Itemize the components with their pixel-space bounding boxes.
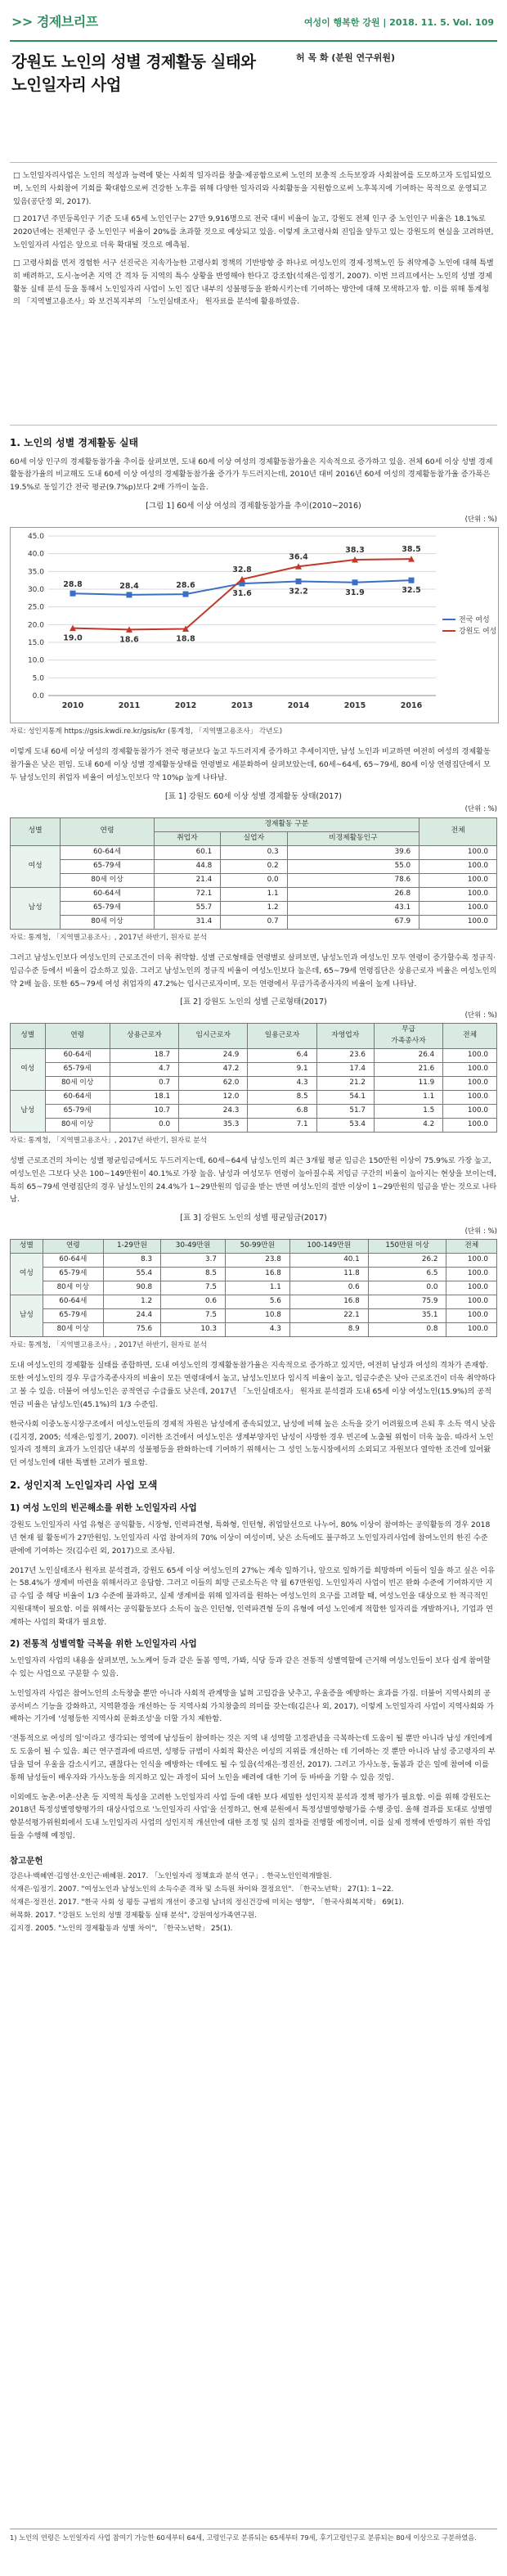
chart-svg: [11, 528, 498, 723]
paragraph: 그러고 남성노인보다 여성노인의 근로조건이 더욱 취약함. 성별 근로형태를 연령별로 살펴보면, 남성노인과 여성노인 모두 연령이 증가할수록 정규직·임금수준 등에서 비율이 감소하고 있음. 그러고 남성노인의 정규직 비율이 여성노인보다 높은데, 65~79세 연령집단은 상용근로자 비율은 여성노인의 약 2배 높음. 또한 65~79세 여성 취업자의 47.2%는 임시근로자이며, 모든 연령에서 무급가족종사자의 비율이 높게 나타남.: [10, 952, 497, 989]
table-cell: 40.1: [289, 1254, 368, 1268]
table-unit: (단위 : %): [464, 1227, 497, 1236]
table-cell: 4.3: [248, 1076, 316, 1090]
table-cell: 100.0: [446, 1281, 497, 1295]
table-header-cell: 경제활동 구분: [154, 817, 420, 831]
table-unit: (단위 : %): [464, 1011, 497, 1020]
table-cell: 53.4: [316, 1118, 374, 1132]
line-chart: [10, 527, 499, 723]
table-cell: 0.8: [368, 1323, 446, 1337]
data-label: 28.6: [176, 581, 195, 591]
table-cell: 54.1: [316, 1090, 374, 1104]
y-tick-label: 45.0: [27, 532, 44, 541]
y-tick-label: 25.0: [27, 603, 44, 612]
y-tick-label: 30.0: [27, 585, 44, 594]
table-cell: 44.8: [154, 859, 221, 873]
title-line-2: 노인일자리 사업: [11, 74, 121, 94]
summary-item: □ 2017년 주민등록인구 기준 도내 65세 노인인구는 27만 9,916명으로 전국 대비 비율이 높고, 강원도 전체 인구 중 노인인구 비율은 18.1%로 2020년에는 전체인구 중 노인인구 비율이 20%를 초과할 것으로 예상되고 있음. 이렇게 초고령사회 진입을 앞두고 있는 강원도의 현실을 고려하면, 노인일자리 사업은 앞으로 더욱 확대될 것으로 예측됨.: [13, 214, 494, 250]
table-cell: 7.5: [161, 1281, 226, 1295]
table-cell: 26.8: [287, 887, 420, 901]
table-cell: 65-79세: [61, 859, 154, 873]
y-tick-label: 40.0: [27, 550, 44, 559]
table-cell: 21.2: [316, 1076, 374, 1090]
table-cell: 3.7: [161, 1254, 226, 1268]
data-label: 18.8: [176, 634, 195, 644]
table-cell: 55.4: [103, 1268, 160, 1281]
paragraph: 성별 근로조건의 차이는 성별 평균임금에서도 두드러지는데, 60세~64세 남성노인의 최근 3개월 평균 임금은 150만원 이상이 75.9%로 가장 높고, 여성노인은 그보다 낮은 100~149만원이 40.1%로 가장 높음. 남성과 여성모두 연령이 높아질수록 저임금 구간의 비율이 높아지는 현상을 보이는데, 특히 65~79세 연령집단의 경우 남성노인의 24.4%가 1~29만원의 임금을 받는 반면 여성노인의 절반 이상이 1~29만원의 임금을 받는 것으로 나타남.: [10, 1155, 497, 1205]
table-header-cell: 성별: [11, 1024, 46, 1048]
data-label: 32.2: [289, 587, 308, 597]
data-point: [352, 579, 358, 585]
table-cell: 0.3: [221, 845, 287, 859]
table-cell: 1.2: [221, 901, 287, 915]
table-cell: 24.9: [179, 1048, 248, 1062]
table-group-cell: 남성: [11, 1295, 43, 1337]
data-label: 32.5: [402, 586, 421, 596]
paragraph: 노인일자리 사업은 참여노인의 소득창출 뿐만 아니라 사회적 관계망을 넓혀 고립감을 낮추고, 우울증을 예방하는 효과를 가짐. 더불어 지역사회의 공공서비스 기능을 강화하고, 지역환경을 개선하는 등 지역사회 가치창출의 의미를 갖는데(김은나 외, 2017), 이렇게 노인일자리 사업이 지역사회와 가배하는 기가에 '성평등한 지역사회 문화조성'을 더할 가치 제한함.: [10, 1688, 494, 1724]
table-header-cell: 비경제활동인구: [287, 831, 420, 845]
data-label: 38.5: [402, 545, 421, 555]
table-cell: 55.0: [287, 859, 420, 873]
table-cell: 65-79세: [61, 901, 154, 915]
table-header-cell: 성별: [11, 1240, 43, 1254]
y-tick-label: 5.0: [32, 674, 44, 683]
table-cell: 21.6: [374, 1062, 442, 1076]
table-cell: 24.3: [179, 1104, 248, 1118]
table-cell: 0.6: [289, 1281, 368, 1295]
paragraph: 강원도 노인일자리 사업 유형은 공익활동, 시장형, 인력파견형, 특화형, 인턴형, 취업알선으로 나누어, 80% 이상이 참여하는 공익활동의 경우 2018년 현재 월 활동비가 27만원임. 노인일자리 사업 참여자의 70% 이상이 여성이며, 낮은 소득에도 불구하고 노인일자리사업에 참여노인의 한진 수준 판에에 기여하는 것(김수린 외, 2017)으로 조사됨.: [10, 1520, 491, 1556]
section-heading: 2. 성인지적 노인일자리 사업 모색: [10, 1479, 158, 1492]
table-cell: 31.4: [154, 915, 221, 929]
table-row: [11, 859, 497, 873]
table-cell: 11.8: [289, 1268, 368, 1281]
table-header-cell: 취업자: [154, 831, 221, 845]
reference-item: 강은나·백혜연·김영선·오인근·배혜원. 2017. 「노인일자리 정책효과 분석 연구」. 한국노인인력개발원.: [10, 1872, 332, 1881]
table-cell: 7.5: [161, 1309, 226, 1323]
data-label: 18.6: [119, 635, 139, 645]
table-cell: 8.3: [103, 1254, 160, 1268]
table-cell: 100.0: [446, 1323, 497, 1337]
table-cell: 100.0: [443, 1048, 497, 1062]
footnote: 1) 노인의 연령은 노인일자리 사업 참여기 가능한 60세부터 64세, 고령인구로 분류되는 65세부터 79세, 후기고령인구로 분류되는 80세 이상으로 구분하였음.: [10, 2529, 497, 2543]
table-header-cell: 실업자: [221, 831, 287, 845]
table-caption: [표 1] 강원도 60세 이상 성별 경제활동 상태(2017): [165, 791, 342, 801]
x-tick-label: 2016: [400, 700, 423, 710]
table-cell: 100.0: [443, 1076, 497, 1090]
author: 허 목 화 (분원 연구위원): [296, 52, 396, 63]
x-tick-label: 2011: [118, 700, 141, 710]
reference-item: 허목화. 2017. "강원도 노인의 성별 경제활동 실태 분석", 강원여성가족연구원.: [10, 1912, 257, 1921]
table-cell: 18.1: [110, 1090, 178, 1104]
table-unit: (단위 : %): [464, 805, 497, 814]
data-point: [296, 579, 302, 584]
table-cell: 65-79세: [43, 1309, 103, 1323]
summary-box: [10, 162, 497, 426]
table-cell: 1.5: [374, 1104, 442, 1118]
data-point: [409, 578, 415, 583]
summary-item: □ 고령사회를 먼저 경험한 서구 선진국은 지속가능한 고령사회 정책의 기반방향 중 하나로 여성노인의 경제·정책노인 등 취약계층 노인에 대해 특별히 배려하고, 도시·농어촌 지역 간 격차 등 지역의 특수 상황을 반영해야 한다고 강조함(석재은·임정기, 2007). 이번 브리프에서는 노인의 성별 경제활동 실태 분석 등을 통해서 노인일자리 사업이 노인 집단 내부의 성불평등을 완화시키는데 기여하는 방안에 대해 모색하고자 함. 이를 위해 통계청의 「지역별고용조사」와 보건복지부의 「노인실태조사」 원자료를 분석에 활용하였음.: [13, 258, 494, 307]
table-row: [11, 1323, 497, 1337]
table-cell: 35.1: [368, 1309, 446, 1323]
table-cell: 80세 이상: [43, 1323, 103, 1337]
table-economic-status: [10, 817, 497, 930]
issue-info: 여성이 행복한 강원 | 2018. 11. 5. Vol. 109: [303, 17, 494, 28]
table-row: [11, 901, 497, 915]
table-cell: 21.4: [154, 873, 221, 887]
paragraph: '전통적으로 여성의 일'이라고 생각되는 영역에 남성들이 참여하는 것은 지역 내 성역할 고정관념을 극복하는데 도움이 될 뿐만 아니라 남성 개인에게도 도움이 될 수 있음. 최근 연구결과에 따르면, 성평등 규범이 사회적 확산은 여성의 지위를 개선하는 데 기여하는 것 뿐만 아니라 남성 중고령자의 부담을 덜어 우울을 감소시키고, 괜찮다는 인식을 예방하는 데에도 될 수 있음(석재은·정진선, 2017). 그러고 가사노동, 돌봄과 같은 일에 참여에 이를 통해 남성들이 배우자와 가사노동을 의지하고 있는 과정이 되어 노인을 배려에 대한 기여 등 바바을 기할 수 있음 것임.: [10, 1734, 496, 1782]
y-tick-label: 20.0: [27, 621, 44, 630]
table-cell: 75.9: [368, 1295, 446, 1309]
table-caption: [표 3] 강원도 노인의 성별 평균임금(2017): [180, 1214, 327, 1223]
reference-item: 석재은·정진선. 2017. "한국 사회 성 평등 규범의 개선이 중고령 남녀의 정신건강에 미치는 영향", 「한국사회복지학」 69(1).: [10, 1898, 404, 1907]
table-caption: [표 2] 강원도 노인의 성별 근로형태(2017): [180, 998, 327, 1007]
table-cell: 9.1: [248, 1062, 316, 1076]
table-cell: 51.7: [316, 1104, 374, 1118]
table-cell: 65-79세: [43, 1268, 103, 1281]
table-cell: 1.2: [103, 1295, 160, 1309]
table-cell: 12.0: [179, 1090, 248, 1104]
references-heading: 참고문헌: [10, 1855, 43, 1866]
table-cell: 75.6: [103, 1323, 160, 1337]
table-header-cell: 30-49만원: [161, 1240, 226, 1254]
table-cell: 0.2: [221, 859, 287, 873]
table-cell: 17.4: [316, 1062, 374, 1076]
table-cell: 100.0: [443, 1062, 497, 1076]
table-cell: 100.0: [420, 901, 497, 915]
title-block: [11, 51, 496, 149]
table-cell: 8.5: [161, 1268, 226, 1281]
table-cell: 35.3: [179, 1118, 248, 1132]
table-header-cell: 전체: [446, 1240, 497, 1254]
table-cell: 1.1: [225, 1281, 289, 1295]
data-label: 36.4: [289, 552, 308, 562]
table-group-cell: 여성: [11, 1254, 43, 1295]
table-cell: 100.0: [446, 1309, 497, 1323]
table-row: [11, 1118, 497, 1132]
table-cell: 100.0: [443, 1118, 497, 1132]
table-cell: 8.5: [248, 1090, 316, 1104]
paragraph: 2017년 노인실태조사 원자료 분석결과, 강원도 65세 이상 여성노인의 27%는 계속 일하기나, 앞으로 일하기를 희망하며 이들이 일을 하고 싶은 이유는 58.4%가 생계비 마련을 위해서라고 응답함. 그러고 이들의 희망 근로소득은 약 월 67만원임. 노인일자리 사업이 빈곤 완화 수준에 기여하지만 지금 수입 중 해당 비율이 1/3 수준에 불과하고, 실제 생계비를 위해 일자리를 원하는 여성노인의 요구를 고려할 때, 여성노인을 대상으로 한 적극적인 지원대책이 필요함. 이를 위해서는 공익활동보다 소득이 높은 인턴형, 인력파견형 등의 유형에 여성 노인에게 적합한 일자리를 개발하거나, 기업과 연계하는 사업의 확대가 필요함.: [10, 1565, 496, 1627]
legend-label: 전국 여성: [459, 615, 490, 624]
legend-label: 강원도 여성: [459, 627, 497, 636]
table-cell: 6.5: [368, 1268, 446, 1281]
table-cell: 80세 이상: [45, 1076, 110, 1090]
table-cell: 100.0: [446, 1268, 497, 1281]
y-tick-label: 35.0: [27, 568, 44, 577]
paragraph: 노인일자리 사업의 내용을 살펴보면, 노노케어 등과 같은 돌봄 영역, 가봐, 식당 등과 같은 전통적 성별역할에 근거해 여성노인들이 보다 쉽게 참여할 수 있는 사업으로 구분할 수 있음.: [10, 1656, 491, 1678]
table-cell: 72.1: [154, 887, 221, 901]
header-divider: [10, 40, 497, 42]
table-cell: 16.8: [225, 1268, 289, 1281]
body: [10, 427, 497, 1936]
table-cell: 90.8: [103, 1281, 160, 1295]
table-row: [11, 1281, 497, 1295]
table-row: [11, 1062, 497, 1076]
table-cell: 16.8: [289, 1295, 368, 1309]
subsection-heading: 2) 전통적 성별역할 극복을 위한 노인일자리 사업: [10, 1638, 197, 1649]
table-cell: 4.3: [225, 1323, 289, 1337]
page-title: [11, 51, 496, 96]
x-tick-label: 2010: [61, 700, 84, 710]
table-cell: 60-64세: [43, 1295, 103, 1309]
table-source: 자료: 통계청, 「지역별고용조사」, 2017년 하반기, 원자료 분석: [10, 933, 207, 942]
y-tick-label: 0.0: [32, 691, 44, 700]
table-row: [11, 1309, 497, 1323]
table-cell: 23.8: [225, 1254, 289, 1268]
table-cell: 7.1: [248, 1118, 316, 1132]
table-cell: 10.8: [225, 1309, 289, 1323]
data-label: 28.4: [119, 581, 139, 591]
table-cell: 4.7: [110, 1062, 178, 1076]
title-line-1: 강원도 노인의 성별 경제활동 실태와: [11, 52, 256, 71]
table-cell: 10.7: [110, 1104, 178, 1118]
data-label: 38.3: [345, 546, 365, 556]
data-label: 19.0: [63, 633, 83, 643]
table-cell: 100.0: [420, 887, 497, 901]
table-cell: 6.4: [248, 1048, 316, 1062]
table-header-cell: 연령: [61, 817, 154, 845]
table-source: 자료: 통계청, 「지역별고용조사」, 2017년 하반기, 원자료 분석: [10, 1341, 207, 1350]
table-cell: 80세 이상: [45, 1118, 110, 1132]
summary-item: □ 노인일자리사업은 노인의 적성과 능력에 맞는 사회적 일자리를 창출·제공함으로써 노인의 보충적 소득보장과 사회참여를 도모하고자 도입되었으며, 노인의 사회참여 기회를 확대함으로써 건강한 노후를 위해 다양한 일자리와 사회활동을 지원함으로써 노후복지에 기여하는 목적으로 운영되고 있음(공단정 외, 2017).: [13, 171, 491, 206]
table-cell: 43.1: [287, 901, 420, 915]
table-cell: 67.9: [287, 915, 420, 929]
data-point: [70, 591, 76, 597]
table-cell: 100.0: [446, 1295, 497, 1309]
table-cell: 80세 이상: [43, 1281, 103, 1295]
table-cell: 18.7: [110, 1048, 178, 1062]
paragraph: 60세 이상 인구의 경제활동참가율 추이를 살펴보면, 도내 60세 이상 여성의 경제활동참가율은 지속적으로 증가하고 있음. 전체 60세 이상 성별 경제활동참가율의 비교해도 도내 60세 이상 여성의 경제활동참가율 증가가 두드러지는데, 2010년 대비 2016년 60세 여성의 경제활동참가율 증가폭은 19.5%로 동일기간 전국 평균(9.7%p)보다 2배 가까이 높음.: [10, 457, 493, 493]
table-cell: 80세 이상: [61, 873, 154, 887]
data-label: 31.9: [345, 588, 365, 597]
x-tick-label: 2012: [174, 700, 197, 710]
table-cell: 100.0: [420, 859, 497, 873]
table-row: [11, 915, 497, 929]
table-row: [11, 887, 497, 901]
table-header-cell: 100-149만원: [289, 1240, 368, 1254]
table-cell: 8.9: [289, 1323, 368, 1337]
paragraph: 도내 여성노인의 경제활동 실태를 종합하면, 도내 여성노인의 경제활동참가율은 지속적으로 증가하고 있지만, 여전히 남성과 여성의 격차가 존재함. 또한 여성노인의 경우 무급가족종사자의 비율이 모든 연령대에서 높고, 남성노인보다 임시직 비율이 높고, 임금수준은 낮아 근로조건이 더욱 취약하다고 볼 수 있음. 더불어 여성노인은 공적연금 수급률도 낮은데, 2017년 「노인실태조사」 원자료 분석결과 도내 65세 이상 여성노인(15.9%)의 공적연금 비율은 남성노인(45.1%)의 1/3 수준임.: [10, 1361, 496, 1409]
table-header-cell: 임시근로자: [179, 1024, 248, 1048]
table-header-cell: 전체: [443, 1024, 497, 1048]
table-work-type: [10, 1023, 497, 1132]
table-cell: 5.6: [225, 1295, 289, 1309]
table-cell: 47.2: [179, 1062, 248, 1076]
table-row: [11, 1076, 497, 1090]
table-header-cell: 일용근로자: [248, 1024, 316, 1048]
table-row: [11, 1104, 497, 1118]
table-row: [11, 1295, 497, 1309]
header: [0, 0, 507, 46]
table-cell: 0.0: [221, 873, 287, 887]
table-header-cell: 150만원 이상: [368, 1240, 446, 1254]
table-header-cell: 연령: [45, 1024, 110, 1048]
table-header-cell: 성별: [11, 817, 61, 845]
table-group-cell: 남성: [11, 887, 61, 929]
table-cell: 100.0: [443, 1090, 497, 1104]
table-row: [11, 1254, 497, 1268]
table-cell: 1.1: [221, 887, 287, 901]
table-cell: 65-79세: [45, 1062, 110, 1076]
table-cell: 60-64세: [61, 887, 154, 901]
reference-item: 김지경. 2005. "노인의 경제활동과 성별 차이", 「한국노년학」 25(1).: [10, 1925, 233, 1934]
data-point: [183, 592, 189, 597]
table-header-cell: 연령: [43, 1240, 103, 1254]
x-tick-label: 2014: [287, 700, 310, 710]
table-cell: 0.6: [161, 1295, 226, 1309]
table-cell: 100.0: [420, 915, 497, 929]
table-cell: 55.7: [154, 901, 221, 915]
table-cell: 22.1: [289, 1309, 368, 1323]
table-cell: 0.7: [221, 915, 287, 929]
table-cell: 39.6: [287, 845, 420, 859]
data-label: 28.8: [63, 580, 83, 590]
table-cell: 100.0: [420, 845, 497, 859]
references-list: [10, 1871, 497, 1934]
figure-unit: (단위 : %): [464, 515, 497, 524]
table-header-cell: 자영업자: [316, 1024, 374, 1048]
table-cell: 0.0: [368, 1281, 446, 1295]
table-cell: 0.0: [110, 1118, 178, 1132]
table-header-cell: 무급 가족종사자: [374, 1024, 442, 1048]
table-cell: 23.6: [316, 1048, 374, 1062]
table-cell: 11.9: [374, 1076, 442, 1090]
x-tick-label: 2015: [343, 700, 366, 710]
table-row: [11, 1268, 497, 1281]
table-cell: 80세 이상: [61, 915, 154, 929]
table-cell: 4.2: [374, 1118, 442, 1132]
table-cell: 60.1: [154, 845, 221, 859]
table-cell: 1.1: [374, 1090, 442, 1104]
table-cell: 24.4: [103, 1309, 160, 1323]
data-label: 31.6: [232, 589, 252, 599]
table-cell: 0.7: [110, 1076, 178, 1090]
table-cell: 100.0: [446, 1254, 497, 1268]
table-cell: 60-64세: [45, 1048, 110, 1062]
table-header-cell: 상용근로자: [110, 1024, 178, 1048]
table-cell: 100.0: [420, 873, 497, 887]
table-source: 자료: 통계청, 「지역별고용조사」, 2017년 하반기, 원자료 분석: [10, 1136, 207, 1145]
table-cell: 78.6: [287, 873, 420, 887]
table-cell: 100.0: [443, 1104, 497, 1118]
figure-source: 자료: 성인지통계 https://gsis.kwdi.re.kr/gsis/kr (통계청, 「지역별고용조사」 각년도): [10, 727, 283, 736]
table-cell: 6.8: [248, 1104, 316, 1118]
table-cell: 60-64세: [45, 1090, 110, 1104]
section-heading: 1. 노인의 성별 경제활동 실태: [10, 437, 139, 448]
table-row: [11, 1090, 497, 1104]
table-row: [11, 1048, 497, 1062]
data-point: [127, 592, 132, 597]
table-header-cell: 1-29만원: [103, 1240, 160, 1254]
paragraph: 이외에도 농촌·어촌·산촌 등 지역적 특성을 고려한 노인일자리 사업 등에 대한 보다 세밀한 성인지적 분석과 정책 평가가 필요함. 이를 위해 강원도는 2018년 특정성별영향평가의 대상사업으로 '노인일자리 사업'을 선정하고, 현재 분원에서 특정성별영향평가를 수행 중임. 올해 결과를 토대로 성별영향분석평가위원회에서 도내 노인일자리 사업의 성인지적 개선안에 대한 조정 및 심의 절차를 진행할 예정이며, 이를 실제 정책에 반영하기 위한 작업들을 수행해 예정임.: [10, 1792, 492, 1841]
table-cell: 65-79세: [45, 1104, 110, 1118]
table-group-cell: 남성: [11, 1090, 46, 1132]
table-wage: [10, 1239, 497, 1337]
subsection-heading: 1) 여성 노인의 빈곤해소를 위한 노인일자리 사업: [10, 1502, 197, 1513]
table-header-cell: 전체: [420, 817, 497, 845]
table-cell: 62.0: [179, 1076, 248, 1090]
table-row: [11, 845, 497, 859]
reference-item: 석재은·임정기. 2007. "여성노인과 남성노인의 소득수준 격차 및 소득원 차이와 결정요인". 「한국노년학」 27(1): 1~22.: [10, 1885, 394, 1894]
table-row: [11, 873, 497, 887]
table-cell: 60-64세: [61, 845, 154, 859]
table-header-cell: 50-99만원: [225, 1240, 289, 1254]
y-tick-label: 10.0: [27, 656, 44, 665]
paragraph: 이렇게 도내 60세 이상 여성의 경제활동참가가 전국 평균보다 높고 두드러지게 증가하고 추세이지만, 남성 노인과 비교하면 여전히 여성의 경제활동참가율은 낮은 편임. 도내 60세 이상 성별 경제활동상태를 연령별로 세분화하여 살펴보았는데, 60세~64세, 65~79세, 80세 이상 연령집단에서 모두 남성노인의 취업자 비율이 여성노인보다 약 10%p 높게 나타남.: [10, 747, 491, 782]
table-cell: 26.4: [374, 1048, 442, 1062]
y-tick-label: 15.0: [27, 638, 44, 647]
table-cell: 10.3: [161, 1323, 226, 1337]
brand-label: >> 경제브리프: [11, 14, 98, 29]
figure-caption: [그림 1] 60세 이상 여성의 경제활동참가율 추이(2010~2016): [146, 502, 361, 511]
table-cell: 60-64세: [43, 1254, 103, 1268]
paragraph: 한국사회 이중노동시장구조에서 여성노인들의 경제적 자원은 남성에게 종속되었고, 남성에 비해 높은 소득을 갖기 어려웠으며 은퇴 후 소득 역시 낮음(김지경, 2005; 석재은·임정기, 2007). 이러한 조건에서 여성노인은 생계부양자인 남성이 사망한 경우 빈곤에 노출될 위험이 더욱 높음. 따라서 노인일자리 정책의 효과가 노인집단 내부의 성불평등을 완화하는데 기여하기 위해서는 그 성인 노동시장에서의 소외되고 자원보다 열악한 조건에 있어왔던 여성노인에 대한 특별한 고려가 필요함.: [10, 1419, 496, 1468]
table-cell: 26.2: [368, 1254, 446, 1268]
x-tick-label: 2013: [231, 700, 254, 710]
table-group-cell: 여성: [11, 845, 61, 887]
table-group-cell: 여성: [11, 1048, 46, 1090]
data-label: 32.8: [232, 565, 252, 574]
